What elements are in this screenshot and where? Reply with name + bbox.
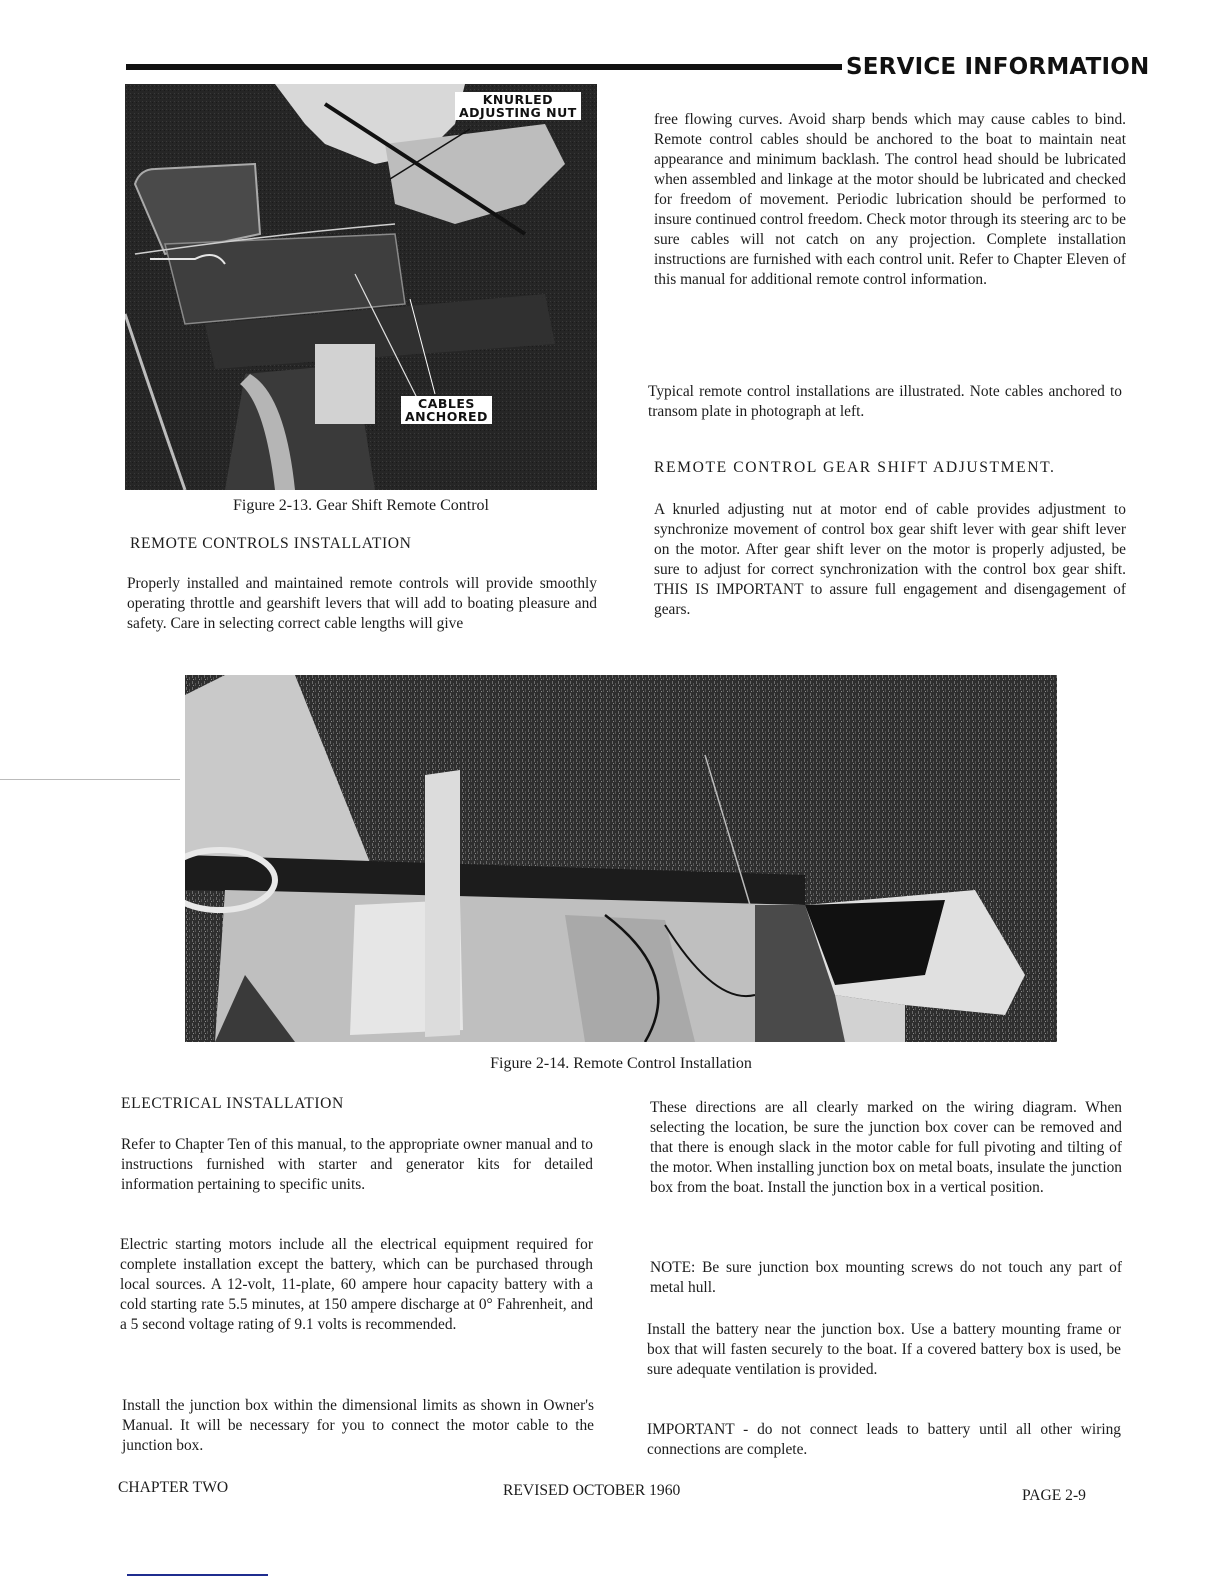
figure-2-14-caption: Figure 2-14. Remote Control Installation bbox=[490, 1055, 752, 1072]
header-rule bbox=[126, 64, 842, 70]
gear-shift-photo-illustration bbox=[125, 84, 597, 490]
knurled-adjusting-nut-label: KNURLED ADJUSTING NUT bbox=[455, 92, 581, 120]
remote-control-installation-illustration bbox=[185, 675, 1057, 1042]
section-header-title: SERVICE INFORMATION bbox=[846, 54, 1150, 80]
electrical-paragraph-5: Install the battery near the junction box. Use a battery mounting frame or box that will fasten securely to the boat. If a covered battery box is used, be sure adequate ventilation is provided. bbox=[647, 1321, 1121, 1378]
footer-page-number: PAGE 2-9 bbox=[1022, 1487, 1086, 1504]
margin-registration-mark bbox=[0, 779, 180, 780]
electrical-note: NOTE: Be sure junction box mounting screws do not touch any part of metal hull. bbox=[650, 1259, 1122, 1296]
gear-shift-adjustment-heading: REMOTE CONTROL GEAR SHIFT ADJUSTMENT. bbox=[654, 459, 1056, 476]
electrical-paragraph-2: Electric starting motors include all the electrical equipment required for complete installation except the battery, which can be purchased through local sources. A 12-volt, 11-plate, 60 ampere hour capacity battery with a cold starting rate 5.5 minutes, at 150 ampere discharge at 0° Fahrenheit, and a 5 second voltage rating of 9.1 volts is recommended. bbox=[120, 1236, 593, 1333]
footer-revised-date: REVISED OCTOBER 1960 bbox=[503, 1482, 681, 1499]
cables-anchored-label: CABLES ANCHORED bbox=[401, 396, 492, 424]
remote-controls-installation-heading: REMOTE CONTROLS INSTALLATION bbox=[130, 535, 412, 552]
electrical-paragraph-1: Refer to Chapter Ten of this manual, to the appropriate owner manual and to instructions furnished with starter and generator kits for detailed information pertaining to specific units. bbox=[121, 1136, 593, 1193]
bottom-blue-rule bbox=[127, 1574, 268, 1576]
remote-controls-paragraph-1-continued: free flowing curves. Avoid sharp bends which may cause cables to bind. Remote control cables should be anchored to the boat to maintain neat appearance and minimum backlash. The control head should be lubricated when assembled and linkage at the motor should be lubricated and checked for freedom of movement. Periodic lubrication should be performed to insure continued control freedom. Check motor through its steering arc to be sure cables will not catch on any projection. Complete installation instructions are furnished with each control unit. Refer to Chapter Eleven of this manual for additional remote control information. bbox=[654, 111, 1126, 288]
electrical-paragraph-3: Install the junction box within the dimensional limits as shown in Owner's Manual. It will be necessary for you to connect the motor cable to the junction box. bbox=[122, 1397, 594, 1454]
remote-controls-paragraph-2: Typical remote control installations are illustrated. Note cables anchored to transom plate in photograph at left. bbox=[648, 383, 1122, 420]
figure-2-13-caption: Figure 2-13. Gear Shift Remote Control bbox=[233, 497, 489, 514]
gear-shift-adjustment-paragraph: A knurled adjusting nut at motor end of cable provides adjustment to synchronize movement of control box gear shift lever with gear shift lever on the motor. After gear shift lever on the motor is properly adjusted, be sure to adjust for correct synchronization with the control box gear shift. THIS IS IMPORTANT to assure full engagement and disengagement of gears. bbox=[654, 501, 1126, 618]
electrical-paragraph-4: These directions are all clearly marked on the wiring diagram. When selecting the location, be sure the junction box cover can be removed and that there is enough slack in the motor cable for full pivoting and tilting of the motor. When installing junction box on metal boats, insulate the junction box from the boat. Install the junction box in a vertical position. bbox=[650, 1099, 1122, 1196]
electrical-installation-heading: ELECTRICAL INSTALLATION bbox=[121, 1095, 344, 1112]
figure-2-14-photo bbox=[185, 675, 1057, 1042]
footer-chapter: CHAPTER TWO bbox=[118, 1479, 229, 1496]
electrical-important: IMPORTANT - do not connect leads to battery until all other wiring connections are complete. bbox=[647, 1421, 1121, 1458]
remote-controls-paragraph-1: Properly installed and maintained remote controls will provide smoothly operating throttle and gearshift levers that will add to boating pleasure and safety. Care in selecting correct cable lengths will give bbox=[127, 575, 597, 632]
figure-2-13-photo bbox=[125, 84, 597, 490]
